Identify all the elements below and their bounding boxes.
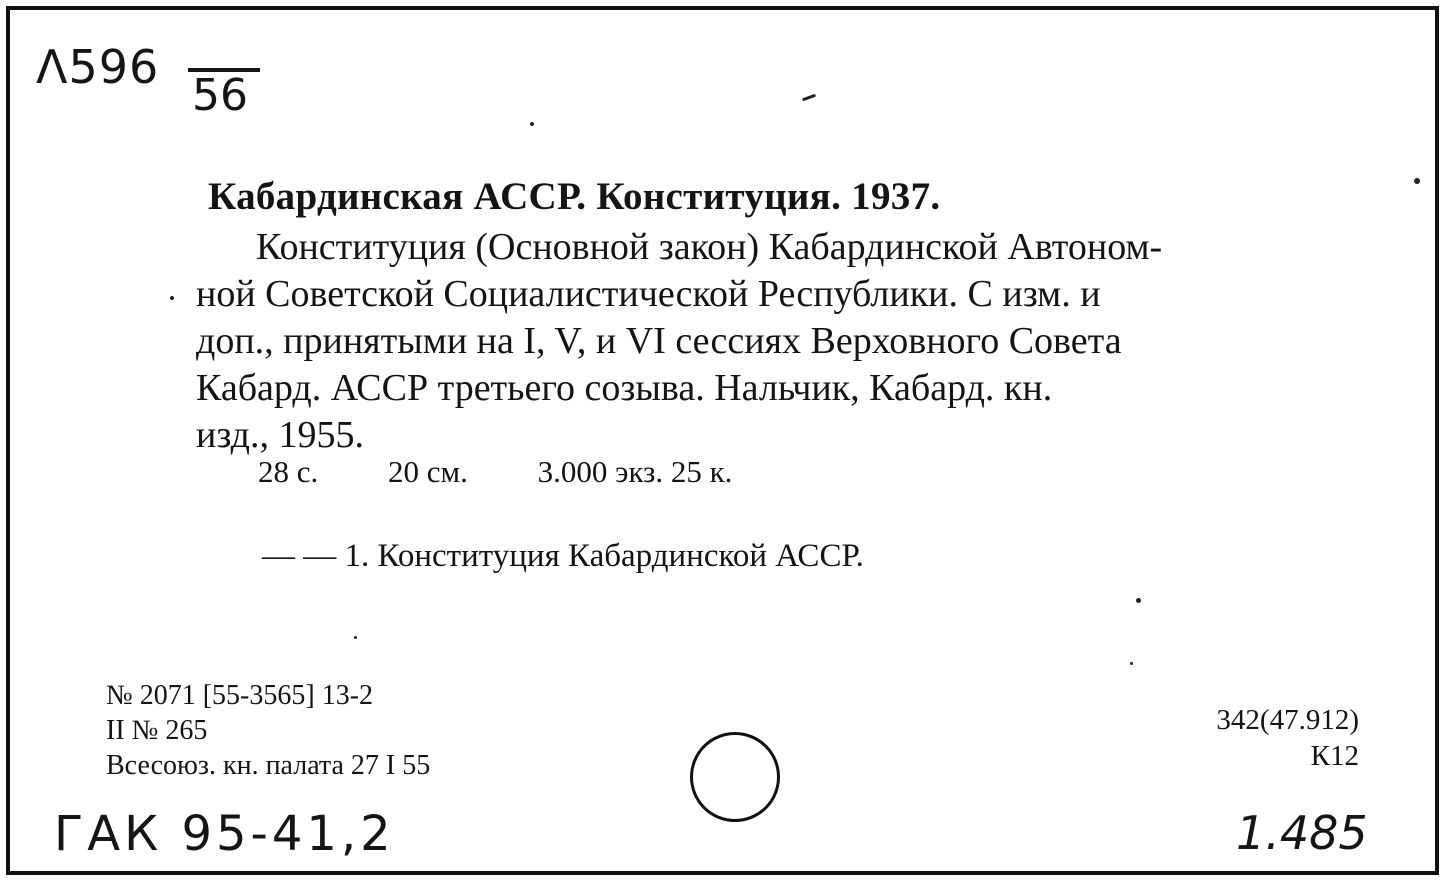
scan-speck <box>802 94 816 102</box>
subject-tracing: — — 1. Конституция Кабардинской АССР. <box>262 538 864 574</box>
scan-speck <box>354 636 357 639</box>
footnote-line: № 2071 [55-3565] 13-2 <box>106 680 374 711</box>
entry-description <box>196 224 1366 459</box>
scan-speck <box>1130 662 1133 665</box>
card-footnotes <box>106 678 430 783</box>
catalog-card <box>6 6 1439 875</box>
shelfmark-subnumber: 56 <box>192 70 248 121</box>
collation-copies-price: 3.000 экз. 25 к. <box>537 454 733 489</box>
description-line: ной Советской Социалистической Республики. С изм. и <box>196 273 1101 315</box>
collation-pages: 28 с. <box>258 454 319 489</box>
author-mark: К12 <box>1310 740 1359 772</box>
scan-speck <box>1414 178 1420 184</box>
description-line: Кабард. АССР третьего созыва. Нальчик, Кабард. кн. <box>196 367 1053 409</box>
scan-speck <box>530 122 534 126</box>
handwritten-inventory-left: ГАК 95-41,2 <box>54 806 395 862</box>
entry-heading: Кабардинская АССР. Конституция. 1937. <box>208 175 941 218</box>
shelfmark: Λ596 <box>36 40 160 94</box>
footnote-line: Всесоюз. кн. палата 27 I 55 <box>106 750 431 781</box>
card-punch-hole <box>690 732 780 822</box>
description-line: доп., принятыми на I, V, и VI сессиях Верховного Совета <box>196 320 1122 362</box>
handwritten-inventory-right: 1.485 <box>1236 806 1368 860</box>
collation <box>258 454 794 490</box>
description-line: изд., 1955. <box>196 414 364 456</box>
scan-speck <box>170 296 174 300</box>
classification-index: 342(47.912) <box>1216 704 1359 736</box>
scan-speck <box>1136 598 1141 603</box>
classification <box>1216 702 1359 774</box>
description-line: Конституция (Основной закон) Кабардинской Автоном- <box>256 226 1163 268</box>
collation-size: 20 см. <box>388 454 468 489</box>
footnote-line: II № 265 <box>106 715 208 746</box>
